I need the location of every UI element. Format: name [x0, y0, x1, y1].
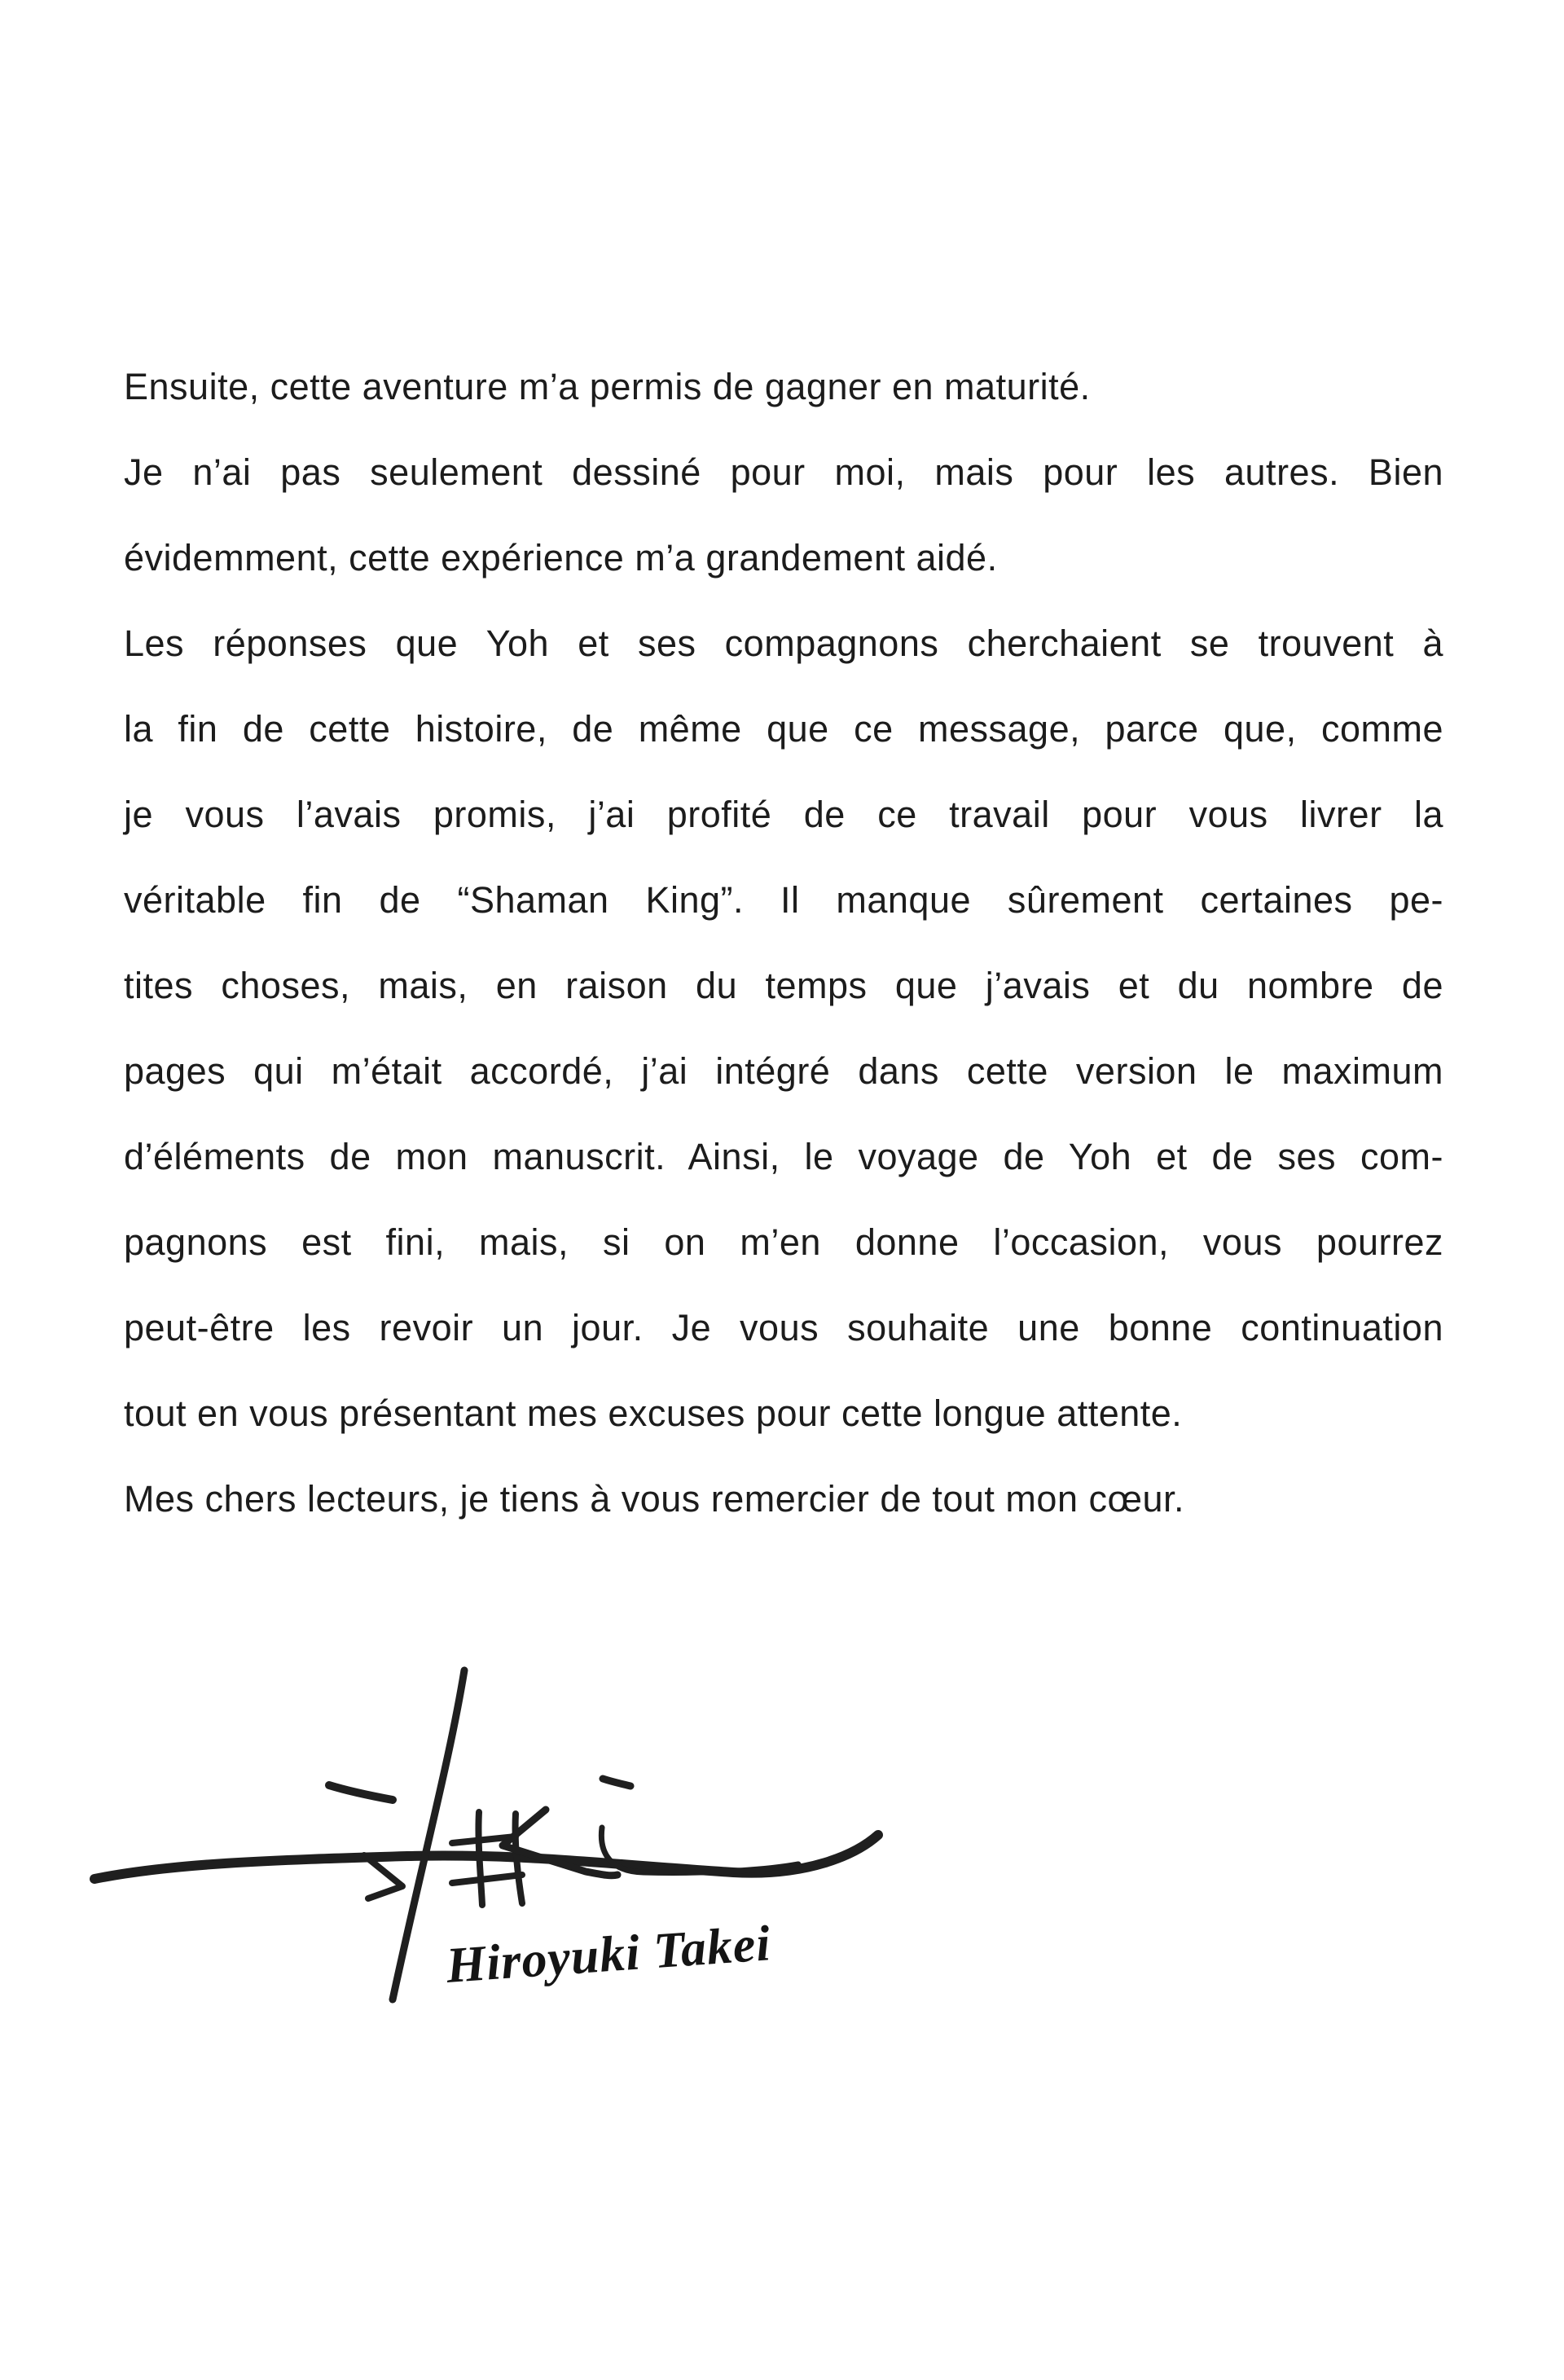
signature-name: Hiroyuki Takei: [444, 1916, 773, 1994]
signature-stroke: [452, 1875, 522, 1883]
signature-stroke: [478, 1812, 482, 1905]
signature-stroke: [329, 1785, 393, 1800]
afterword-text: [124, 344, 1443, 1542]
afterword-line-4: Les réponses que Yoh et ses compagnons cherchaient se trouvent à: [124, 622, 1443, 664]
afterword-line-13: tout en vous présentant mes excuses pour cette longue attente.: [124, 1392, 1183, 1434]
afterword-line-7: véritable fin de “Shaman King”. Il manque sûrement certaines pe-: [124, 879, 1443, 921]
afterword-line-5: la fin de cette histoire, de même que ce message, parce que, comme: [124, 708, 1443, 750]
afterword-line-11: pagnons est fini, mais, si on m’en donne l’occasion, vous pourrez: [124, 1221, 1443, 1263]
afterword-line-1: Ensuite, cette aventure m’a permis de gagner en maturité.: [124, 366, 1091, 407]
afterword-line-14: Mes chers lecteurs, je tiens à vous remercier de tout mon cœur.: [124, 1478, 1184, 1520]
afterword-line-8: tites choses, mais, en raison du temps que j’avais et du nombre de: [124, 965, 1443, 1006]
afterword-line-6: je vous l’avais promis, j’ai profité de ce travail pour vous livrer la: [124, 794, 1443, 835]
afterword-line-12: peut-être les revoir un jour. Je vous souhaite une bonne continuation: [124, 1307, 1443, 1348]
afterword-line-2: Je n’ai pas seulement dessiné pour moi, mais pour les autres. Bien: [124, 451, 1443, 493]
signature-stroke: [603, 1779, 630, 1786]
afterword-line-10: d’éléments de mon manuscrit. Ainsi, le voyage de Yoh et de ses com-: [124, 1136, 1443, 1177]
signature-stroke: [364, 1855, 402, 1898]
afterword-line-9: pages qui m’était accordé, j’ai intégré dans cette version le maximum: [124, 1050, 1443, 1092]
afterword-line-3: évidemment, cette expérience m’a grandement aidé.: [124, 537, 998, 579]
